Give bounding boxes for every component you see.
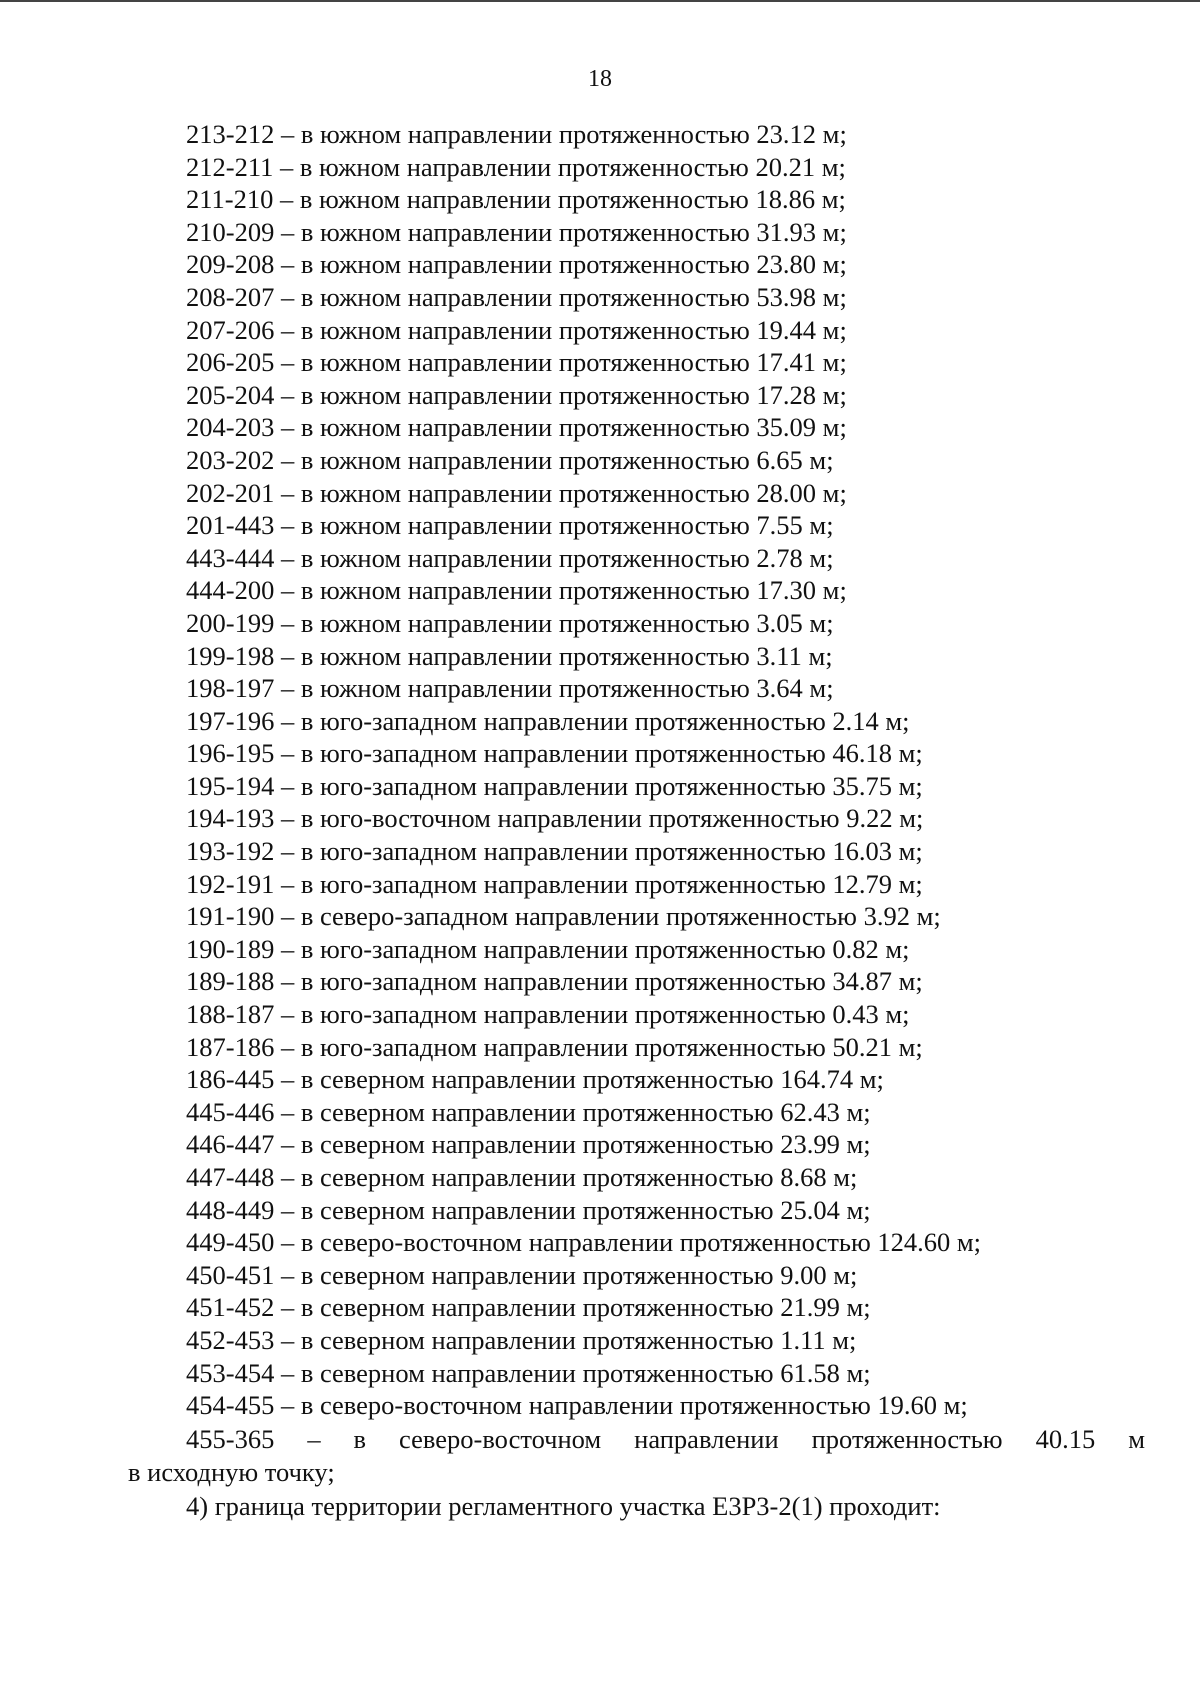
boundary-segment-line: 209-208 – в южном направлении протяженностью 23.80 м; <box>186 249 847 280</box>
final-segment-word: северо-восточном <box>399 1424 602 1454</box>
boundary-segment-line: 202-201 – в южном направлении протяженностью 28.00 м; <box>186 477 847 508</box>
boundary-segment-line: 451-452 – в северном направлении протяженностью 21.99 м; <box>186 1292 871 1323</box>
final-segment-word: м <box>1128 1424 1145 1454</box>
final-segment-justified-line <box>128 1423 1145 1456</box>
final-segment-word: 455-365 <box>186 1424 275 1454</box>
boundary-segment-line: 206-205 – в южном направлении протяженностью 17.41 м; <box>186 347 847 378</box>
boundary-segment-line: 447-448 – в северном направлении протяженностью 8.68 м; <box>186 1162 858 1192</box>
boundary-segment-line: 450-451 – в северном направлении протяженностью 9.00 м; <box>186 1259 858 1290</box>
boundary-segment-line: 192-191 – в юго-западном направлении протяженностью 12.79 м; <box>186 868 923 899</box>
boundary-segment-line: 189-188 – в юго-западном направлении протяженностью 34.87 м; <box>186 966 923 997</box>
boundary-segment-line: 187-186 – в юго-западном направлении протяженностью 50.21 м; <box>186 1031 923 1062</box>
boundary-segment-line: 205-204 – в южном направлении протяженностью 17.28 м; <box>186 379 847 410</box>
boundary-segment-line: 210-209 – в южном направлении протяженностью 31.93 м; <box>186 216 847 247</box>
final-segment-paragraph <box>128 1423 1145 1488</box>
boundary-segment-line: 201-443 – в южном направлении протяженностью 7.55 м; <box>186 510 834 541</box>
boundary-segment-line: 198-197 – в южном направлении протяженностью 3.64 м; <box>186 673 834 704</box>
final-segment-word: направлении <box>634 1424 779 1454</box>
boundary-segment-line: 204-203 – в южном направлении протяженностью 35.09 м; <box>186 412 847 443</box>
boundary-segment-line: 454-455 – в северо-восточном направлении протяженностью 19.60 м; <box>186 1390 968 1421</box>
boundary-segment-line: 213-212 – в южном направлении протяженностью 23.12 м; <box>186 119 847 149</box>
boundary-segment-line: 188-187 – в юго-западном направлении протяженностью 0.43 м; <box>186 999 910 1030</box>
boundary-segment-line: 445-446 – в северном направлении протяженностью 62.43 м; <box>186 1096 871 1127</box>
final-segment-word: протяженностью <box>811 1424 1003 1454</box>
final-segment-word: 40.15 <box>1035 1424 1096 1454</box>
boundary-segment-line: 449-450 – в северо-восточном направлении протяженностью 124.60 м; <box>186 1227 982 1258</box>
boundary-segment-line: 191-190 – в северо-западном направлении протяженностью 3.92 м; <box>186 901 941 932</box>
boundary-segment-line: 443-444 – в южном направлении протяженностью 2.78 м; <box>186 542 834 573</box>
boundary-segment-line: 197-196 – в юго-западном направлении протяженностью 2.14 м; <box>186 705 910 736</box>
page-top-border <box>0 0 1200 2</box>
boundary-segment-line: 444-200 – в южном направлении протяженностью 17.30 м; <box>186 575 847 606</box>
boundary-segment-line: 186-445 – в северном направлении протяженностью 164.74 м; <box>186 1064 884 1095</box>
boundary-segment-line: 203-202 – в южном направлении протяженностью 6.65 м; <box>186 444 834 475</box>
boundary-segment-line: 195-194 – в юго-западном направлении протяженностью 35.75 м; <box>186 770 923 801</box>
next-item-heading: 4) граница территории регламентного участка Е3Р3-2(1) проходит: <box>186 1491 941 1521</box>
boundary-segment-line: 453-454 – в северном направлении протяженностью 61.58 м; <box>186 1357 871 1388</box>
boundary-segment-line: 196-195 – в юго-западном направлении протяженностью 46.18 м; <box>186 738 923 769</box>
final-segment-continuation: в исходную точку; <box>128 1456 335 1487</box>
boundary-segment-line: 212-211 – в южном направлении протяженностью 20.21 м; <box>186 151 846 182</box>
boundary-segment-line: 194-193 – в юго-восточном направлении протяженностью 9.22 м; <box>186 803 924 834</box>
boundary-segment-line: 199-198 – в южном направлении протяженностью 3.11 м; <box>186 640 833 671</box>
page-number: 18 <box>588 66 612 92</box>
boundary-segment-line: 200-199 – в южном направлении протяженностью 3.05 м; <box>186 607 834 638</box>
boundary-segment-line: 207-206 – в южном направлении протяженностью 19.44 м; <box>186 314 847 345</box>
boundary-segment-line: 446-447 – в северном направлении протяженностью 23.99 м; <box>186 1129 871 1160</box>
boundary-segment-line: 193-192 – в юго-западном направлении протяженностью 16.03 м; <box>186 836 923 867</box>
boundary-segment-line: 448-449 – в северном направлении протяженностью 25.04 м; <box>186 1194 871 1225</box>
final-segment-word: в <box>353 1424 367 1454</box>
boundary-segment-line: 211-210 – в южном направлении протяженностью 18.86 м; <box>186 184 846 215</box>
final-segment-word: – <box>307 1424 321 1454</box>
boundary-segment-list <box>186 118 981 1422</box>
boundary-segment-line: 452-453 – в северном направлении протяженностью 1.11 м; <box>186 1324 857 1355</box>
boundary-segment-line: 190-189 – в юго-западном направлении протяженностью 0.82 м; <box>186 933 910 964</box>
boundary-segment-line: 208-207 – в южном направлении протяженностью 53.98 м; <box>186 281 847 312</box>
